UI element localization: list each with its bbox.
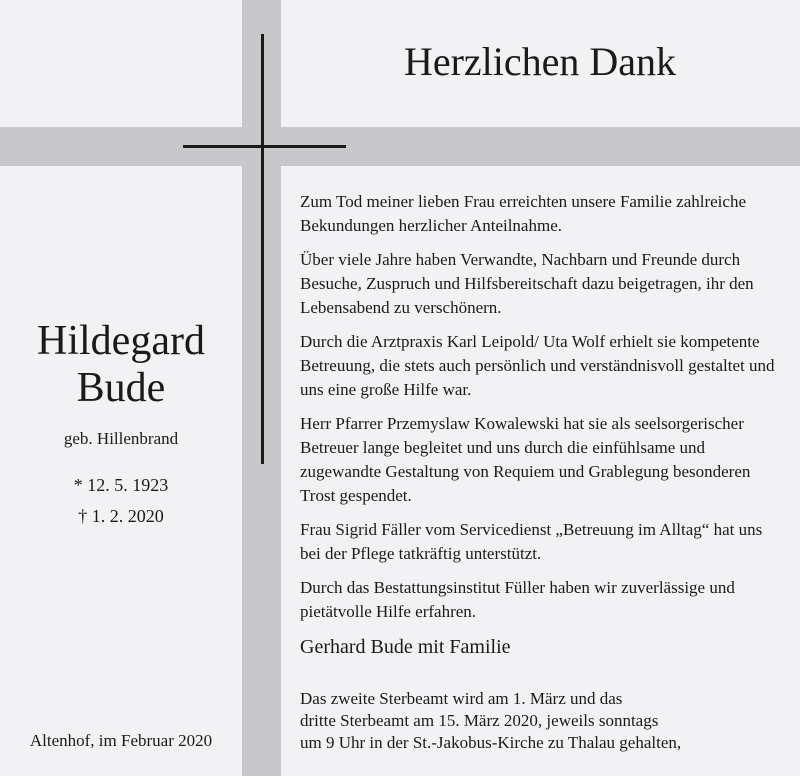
life-dates: [0, 470, 242, 532]
paragraph: Über viele Jahre haben Verwandte, Nachbarn und Freunde durch Besuche, Zuspruch und Hilfsbereitschaft dazu beigetragen, ihr den Lebensabend zu verschönern.: [300, 250, 754, 317]
thanks-text: [300, 190, 780, 634]
death-date: † 1. 2. 2020: [78, 506, 164, 526]
maiden-name: geb. Hillenbrand: [63, 429, 179, 448]
paragraph: Durch das Bestattungsinstitut Füller haben wir zuverlässige und pietätvolle Hilfe erfahren.: [300, 578, 735, 621]
paragraph: Durch die Arztpraxis Karl Leipold/ Uta Wolf erhielt sie kompetente Betreuung, die stets auch persönlich und verständnisvoll gestaltet und uns eine große Hilfe war.: [300, 332, 775, 399]
paragraph: Zum Tod meiner lieben Frau erreichten unsere Familie zahlreiche Bekundungen herzlicher Anteilnahme.: [300, 192, 746, 235]
paragraph: Frau Sigrid Fäller vom Servicedienst „Betreuung im Alltag“ hat uns bei der Pflege tatkräftig unterstützt.: [300, 520, 763, 563]
place-and-date: Altenhof, im Februar 2020: [29, 731, 213, 750]
signature: Gerhard Bude mit Familie: [300, 636, 511, 658]
deceased-name: [0, 318, 242, 412]
cross-icon-vertical-bar: [261, 34, 264, 464]
notice-line: dritte Sterbeamt am 15. März 2020, jeweils sonntags: [300, 711, 659, 730]
deceased-last-name: Bude: [76, 365, 166, 411]
paragraph: Herr Pfarrer Przemyslaw Kowalewski hat sie als seelsorgerischer Betreuer lange begleitet und uns durch die einfühlsame und zugewandte Gestaltung von Requiem und Grablegung besonderen Trost gespendet.: [300, 414, 751, 505]
horizontal-grey-band: [0, 127, 800, 166]
mass-notice: [300, 688, 780, 754]
notice-line: Das zweite Sterbeamt wird am 1. März und das: [300, 689, 623, 708]
notice-line: um 9 Uhr in der St.-Jakobus-Kirche zu Thalau gehalten,: [300, 733, 682, 752]
deceased-first-name: Hildegard: [37, 318, 205, 364]
cross-icon-horizontal-bar: [183, 145, 346, 148]
birth-date: * 12. 5. 1923: [73, 475, 169, 495]
notice-title: Herzlichen Dank: [403, 39, 677, 84]
